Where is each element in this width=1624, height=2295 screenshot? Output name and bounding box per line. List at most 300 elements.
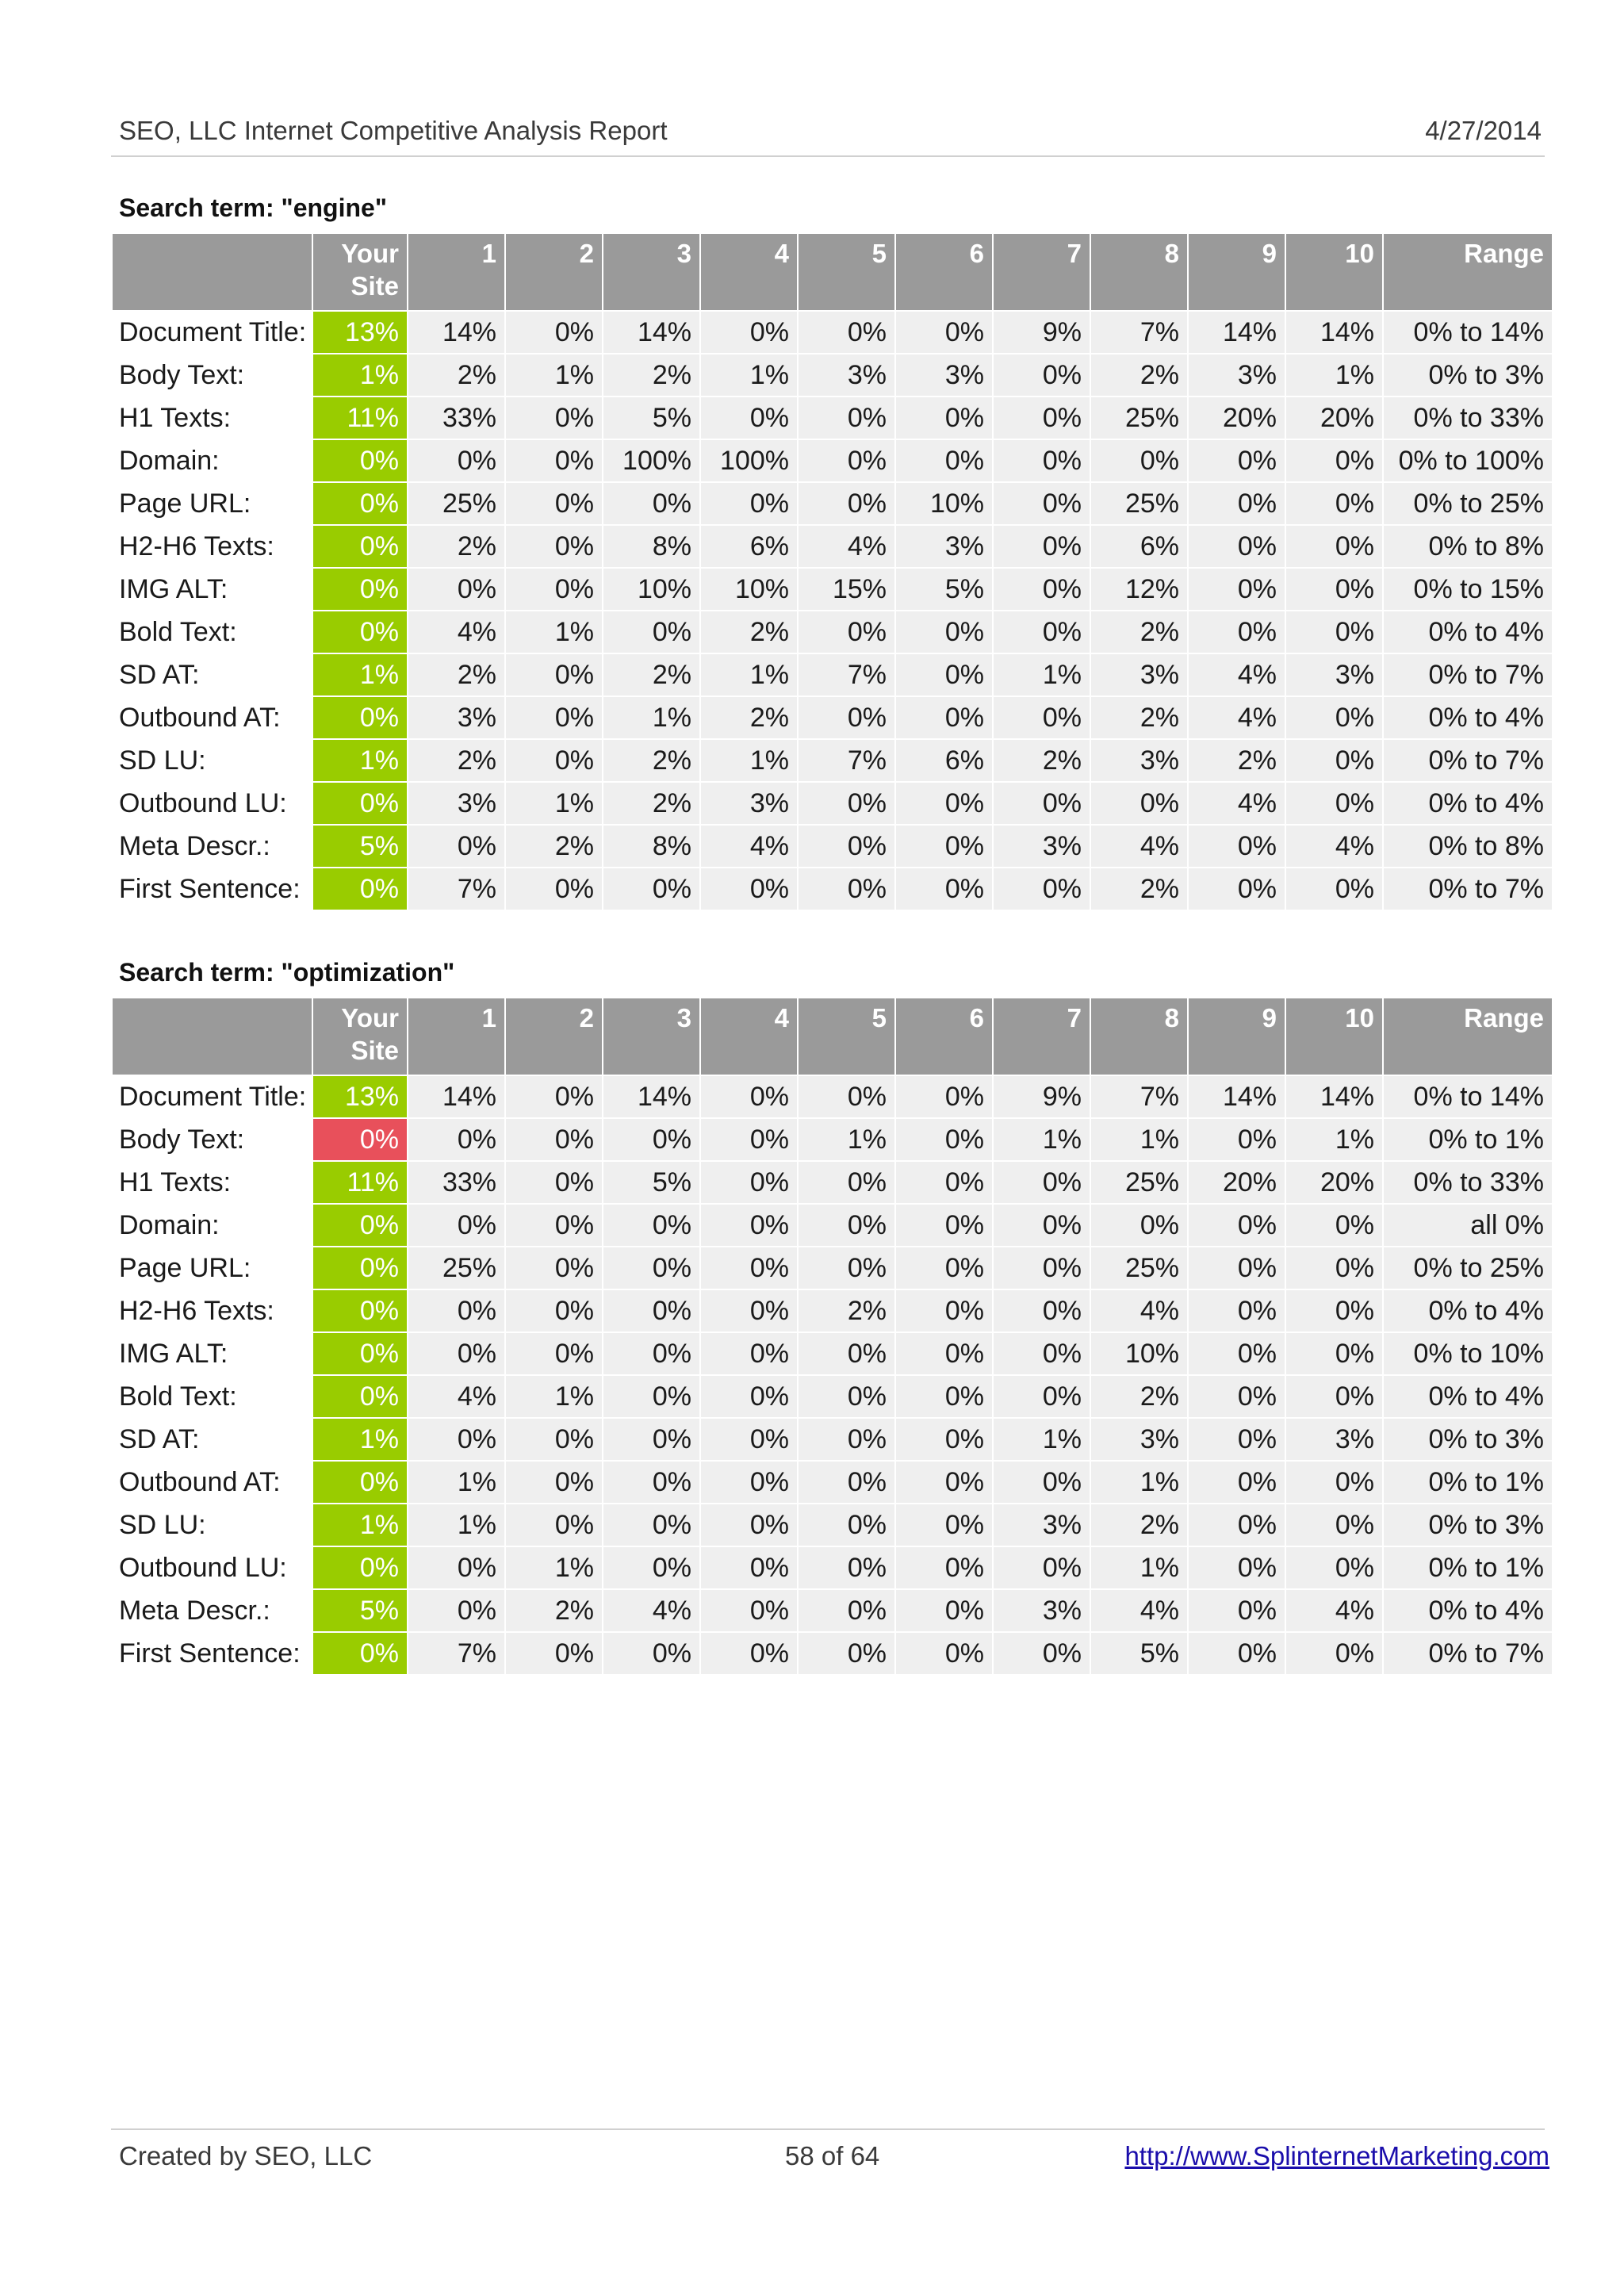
competitor-cell: 0% <box>506 697 602 738</box>
competitor-cell: 1% <box>994 1119 1090 1160</box>
competitor-cell: 2% <box>603 740 699 781</box>
your-site-cell: 1% <box>313 1504 407 1546</box>
row-label: Domain: <box>113 1205 312 1246</box>
row-label: Bold Text: <box>113 611 312 653</box>
header-blank-cell <box>113 998 312 1075</box>
competitor-cell: 0% <box>701 483 797 524</box>
column-header: 10 <box>1286 998 1382 1075</box>
row-label: Outbound LU: <box>113 783 312 824</box>
competitor-cell: 0% <box>799 1076 894 1117</box>
row-label: SD AT: <box>113 654 312 695</box>
competitor-cell: 20% <box>1286 397 1382 439</box>
range-cell: 0% to 33% <box>1384 1162 1552 1203</box>
column-header: Range <box>1384 998 1552 1075</box>
competitor-cell: 0% <box>603 1376 699 1417</box>
competitor-cell: 2% <box>799 1290 894 1331</box>
competitor-cell: 0% <box>799 826 894 867</box>
competitor-cell: 0% <box>994 1462 1090 1503</box>
competitor-cell: 4% <box>1091 1590 1187 1631</box>
competitor-cell: 1% <box>701 654 797 695</box>
competitor-cell: 0% <box>1286 526 1382 567</box>
competitor-cell: 0% <box>1189 826 1285 867</box>
competitor-cell: 0% <box>896 1290 992 1331</box>
competitor-cell: 0% <box>896 1633 992 1674</box>
competitor-cell: 0% <box>1091 440 1187 481</box>
competitor-cell: 0% <box>1286 1504 1382 1546</box>
competitor-cell: 1% <box>994 654 1090 695</box>
competitor-cell: 0% <box>1189 1547 1285 1588</box>
competitor-cell: 25% <box>1091 397 1187 439</box>
competitor-cell: 0% <box>799 1419 894 1460</box>
range-cell: 0% to 25% <box>1384 483 1552 524</box>
competitor-cell: 0% <box>408 1547 504 1588</box>
competitor-cell: 20% <box>1286 1162 1382 1203</box>
competitor-cell: 4% <box>1091 1290 1187 1331</box>
competitor-cell: 1% <box>701 740 797 781</box>
competitor-cell: 0% <box>701 1376 797 1417</box>
competitor-cell: 0% <box>896 440 992 481</box>
competitor-cell: 2% <box>408 354 504 396</box>
row-label: Meta Descr.: <box>113 826 312 867</box>
competitor-cell: 1% <box>1091 1547 1187 1588</box>
competitor-cell: 4% <box>1091 826 1187 867</box>
competitor-cell: 10% <box>603 569 699 610</box>
competitor-cell: 0% <box>994 569 1090 610</box>
competitor-cell: 0% <box>408 1333 504 1374</box>
competitor-cell: 0% <box>896 1504 992 1546</box>
competitor-cell: 0% <box>1189 483 1285 524</box>
competitor-cell: 0% <box>896 1462 992 1503</box>
table-row <box>113 1633 1552 1674</box>
competitor-cell: 1% <box>1091 1119 1187 1160</box>
table-row <box>113 1119 1552 1160</box>
column-header: 7 <box>994 998 1090 1075</box>
competitor-cell: 0% <box>799 1504 894 1546</box>
competitor-cell: 0% <box>799 1633 894 1674</box>
column-header: 7 <box>994 234 1090 310</box>
competitor-cell: 1% <box>506 1547 602 1588</box>
competitor-cell: 0% <box>799 1376 894 1417</box>
competitor-cell: 0% <box>506 569 602 610</box>
competitor-cell: 0% <box>1189 526 1285 567</box>
competitor-cell: 4% <box>701 826 797 867</box>
competitor-cell: 1% <box>408 1504 504 1546</box>
range-cell: 0% to 4% <box>1384 1590 1552 1631</box>
your-site-cell: 0% <box>313 569 407 610</box>
competitor-cell: 14% <box>1189 1076 1285 1117</box>
competitor-cell: 3% <box>896 354 992 396</box>
header-divider <box>111 155 1545 157</box>
competitor-cell: 10% <box>896 483 992 524</box>
row-label: First Sentence: <box>113 868 312 910</box>
competitor-cell: 10% <box>1091 1333 1187 1374</box>
your-site-cell: 0% <box>313 1633 407 1674</box>
range-cell: 0% to 3% <box>1384 1419 1552 1460</box>
competitor-cell: 2% <box>1091 697 1187 738</box>
competitor-cell: 0% <box>1286 783 1382 824</box>
competitor-cell: 0% <box>506 1462 602 1503</box>
row-label: Bold Text: <box>113 1376 312 1417</box>
range-cell: 0% to 3% <box>1384 354 1552 396</box>
range-cell: 0% to 33% <box>1384 397 1552 439</box>
competitor-cell: 0% <box>1286 1247 1382 1289</box>
competitor-cell: 3% <box>408 783 504 824</box>
table-row <box>113 654 1552 695</box>
table-row <box>113 1419 1552 1460</box>
competitor-cell: 2% <box>701 697 797 738</box>
competitor-cell: 0% <box>408 1419 504 1460</box>
your-site-cell: 0% <box>313 611 407 653</box>
competitor-cell: 0% <box>994 611 1090 653</box>
competitor-cell: 3% <box>1189 354 1285 396</box>
competitor-cell: 1% <box>1091 1462 1187 1503</box>
your-site-cell: 0% <box>313 1547 407 1588</box>
row-label: First Sentence: <box>113 1633 312 1674</box>
competitor-cell: 0% <box>1189 1462 1285 1503</box>
competitor-cell: 0% <box>603 1333 699 1374</box>
competitor-cell: 0% <box>506 1119 602 1160</box>
table-row <box>113 1247 1552 1289</box>
competitor-cell: 12% <box>1091 569 1187 610</box>
competitor-cell: 0% <box>994 1333 1090 1374</box>
column-header: 6 <box>896 998 992 1075</box>
competitor-cell: 7% <box>1091 312 1187 353</box>
competitor-cell: 14% <box>603 312 699 353</box>
your-site-cell: 0% <box>313 440 407 481</box>
competitor-cell: 0% <box>896 611 992 653</box>
competitor-cell: 4% <box>1189 783 1285 824</box>
competitor-cell: 0% <box>701 1162 797 1203</box>
table-row <box>113 526 1552 567</box>
column-header: Your Site <box>313 998 407 1075</box>
competitor-cell: 5% <box>603 397 699 439</box>
row-label: SD LU: <box>113 1504 312 1546</box>
competitor-cell: 0% <box>701 397 797 439</box>
competitor-cell: 0% <box>701 1590 797 1631</box>
range-cell: 0% to 7% <box>1384 1633 1552 1674</box>
competitor-cell: 0% <box>1189 1333 1285 1374</box>
your-site-cell: 5% <box>313 826 407 867</box>
range-cell: 0% to 8% <box>1384 526 1552 567</box>
table-row <box>113 354 1552 396</box>
competitor-cell: 0% <box>1189 1119 1285 1160</box>
table-row <box>113 1590 1552 1631</box>
competitor-cell: 0% <box>1189 1205 1285 1246</box>
competitor-cell: 1% <box>506 1376 602 1417</box>
competitor-cell: 15% <box>799 569 894 610</box>
competitor-cell: 0% <box>799 483 894 524</box>
your-site-cell: 0% <box>313 868 407 910</box>
competitor-cell: 4% <box>799 526 894 567</box>
your-site-cell: 11% <box>313 1162 407 1203</box>
competitor-cell: 3% <box>408 697 504 738</box>
competitor-cell: 0% <box>408 569 504 610</box>
competitor-cell: 0% <box>701 1633 797 1674</box>
competitor-cell: 0% <box>896 783 992 824</box>
competitor-cell: 0% <box>603 1205 699 1246</box>
competitor-cell: 0% <box>701 1504 797 1546</box>
range-cell: 0% to 15% <box>1384 569 1552 610</box>
competitor-cell: 0% <box>896 826 992 867</box>
your-site-cell: 0% <box>313 1119 407 1160</box>
range-cell: 0% to 7% <box>1384 740 1552 781</box>
competitor-cell: 3% <box>896 526 992 567</box>
report-date: 4/27/2014 <box>1425 116 1542 145</box>
competitor-cell: 0% <box>1286 1376 1382 1417</box>
footer-divider <box>111 2128 1545 2130</box>
competitor-cell: 4% <box>408 1376 504 1417</box>
your-site-cell: 5% <box>313 1590 407 1631</box>
competitor-cell: 0% <box>994 1247 1090 1289</box>
competitor-cell: 0% <box>506 1247 602 1289</box>
competitor-cell: 0% <box>994 1290 1090 1331</box>
column-header: 8 <box>1091 998 1187 1075</box>
competitor-cell: 0% <box>1189 569 1285 610</box>
competitor-cell: 10% <box>701 569 797 610</box>
table-row <box>113 1462 1552 1503</box>
engine-table <box>111 232 1553 911</box>
competitor-cell: 0% <box>506 1333 602 1374</box>
competitor-cell: 3% <box>994 826 1090 867</box>
competitor-cell: 0% <box>799 1547 894 1588</box>
competitor-cell: 0% <box>603 1290 699 1331</box>
competitor-cell: 0% <box>799 1247 894 1289</box>
competitor-cell: 0% <box>506 397 602 439</box>
range-cell: 0% to 4% <box>1384 697 1552 738</box>
your-site-cell: 0% <box>313 483 407 524</box>
your-site-cell: 0% <box>313 783 407 824</box>
competitor-cell: 14% <box>1286 312 1382 353</box>
competitor-cell: 0% <box>603 1462 699 1503</box>
competitor-cell: 0% <box>506 440 602 481</box>
competitor-cell: 25% <box>408 1247 504 1289</box>
competitor-cell: 0% <box>408 1205 504 1246</box>
competitor-cell: 0% <box>701 1333 797 1374</box>
your-site-cell: 0% <box>313 697 407 738</box>
table-row <box>113 569 1552 610</box>
page-header <box>119 116 1542 146</box>
column-header: 6 <box>896 234 992 310</box>
column-header: 4 <box>701 234 797 310</box>
row-label: SD AT: <box>113 1419 312 1460</box>
range-cell: 0% to 14% <box>1384 1076 1552 1117</box>
competitor-cell: 9% <box>994 312 1090 353</box>
competitor-cell: 6% <box>896 740 992 781</box>
competitor-cell: 0% <box>603 1247 699 1289</box>
row-label: Domain: <box>113 440 312 481</box>
row-label: Document Title: <box>113 1076 312 1117</box>
competitor-cell: 0% <box>799 440 894 481</box>
competitor-cell: 3% <box>1091 654 1187 695</box>
competitor-cell: 0% <box>1286 1290 1382 1331</box>
competitor-cell: 0% <box>506 1076 602 1117</box>
competitor-cell: 2% <box>408 526 504 567</box>
row-label: Outbound LU: <box>113 1547 312 1588</box>
column-header: 9 <box>1189 998 1285 1075</box>
range-cell: 0% to 7% <box>1384 654 1552 695</box>
row-label: Outbound AT: <box>113 1462 312 1503</box>
competitor-cell: 2% <box>994 740 1090 781</box>
competitor-cell: 4% <box>1286 826 1382 867</box>
competitor-cell: 0% <box>799 611 894 653</box>
competitor-cell: 0% <box>1091 783 1187 824</box>
competitor-cell: 0% <box>799 1590 894 1631</box>
competitor-cell: 0% <box>1189 1590 1285 1631</box>
competitor-cell: 0% <box>896 1419 992 1460</box>
your-site-cell: 13% <box>313 312 407 353</box>
competitor-cell: 7% <box>408 1633 504 1674</box>
competitor-cell: 0% <box>1286 1333 1382 1374</box>
competitor-cell: 0% <box>1189 1504 1285 1546</box>
competitor-cell: 2% <box>506 826 602 867</box>
column-header: 4 <box>701 998 797 1075</box>
competitor-cell: 0% <box>994 354 1090 396</box>
competitor-cell: 0% <box>799 697 894 738</box>
your-site-cell: 0% <box>313 1247 407 1289</box>
competitor-cell: 3% <box>1286 1419 1382 1460</box>
report-title: SEO, LLC Internet Competitive Analysis Report <box>119 116 668 145</box>
competitor-cell: 0% <box>701 868 797 910</box>
competitor-cell: 0% <box>701 1247 797 1289</box>
competitor-cell: 6% <box>1091 526 1187 567</box>
competitor-cell: 0% <box>408 1590 504 1631</box>
competitor-cell: 2% <box>603 783 699 824</box>
competitor-cell: 0% <box>506 1205 602 1246</box>
competitor-cell: 0% <box>506 1504 602 1546</box>
competitor-cell: 0% <box>701 1419 797 1460</box>
competitor-cell: 6% <box>701 526 797 567</box>
range-cell: all 0% <box>1384 1205 1552 1246</box>
competitor-cell: 0% <box>1286 1205 1382 1246</box>
competitor-cell: 0% <box>701 1547 797 1588</box>
competitor-cell: 7% <box>799 654 894 695</box>
range-cell: 0% to 100% <box>1384 440 1552 481</box>
competitor-cell: 25% <box>408 483 504 524</box>
competitor-cell: 20% <box>1189 1162 1285 1203</box>
competitor-cell: 1% <box>1286 354 1382 396</box>
competitor-cell: 0% <box>1189 1419 1285 1460</box>
competitor-cell: 0% <box>896 1119 992 1160</box>
competitor-cell: 1% <box>1286 1119 1382 1160</box>
competitor-cell: 3% <box>701 783 797 824</box>
table-row <box>113 312 1552 353</box>
competitor-cell: 0% <box>506 654 602 695</box>
competitor-cell: 33% <box>408 397 504 439</box>
competitor-cell: 1% <box>994 1419 1090 1460</box>
competitor-cell: 20% <box>1189 397 1285 439</box>
row-label: SD LU: <box>113 740 312 781</box>
range-cell: 0% to 1% <box>1384 1119 1552 1160</box>
table-row <box>113 1504 1552 1546</box>
competitor-cell: 14% <box>408 1076 504 1117</box>
competitor-cell: 0% <box>799 397 894 439</box>
competitor-cell: 8% <box>603 826 699 867</box>
competitor-cell: 0% <box>1091 1205 1187 1246</box>
competitor-cell: 0% <box>799 1462 894 1503</box>
competitor-cell: 0% <box>1189 611 1285 653</box>
competitor-cell: 0% <box>408 826 504 867</box>
competitor-cell: 0% <box>994 697 1090 738</box>
competitor-cell: 0% <box>1286 569 1382 610</box>
competitor-cell: 4% <box>1189 697 1285 738</box>
column-header: Your Site <box>313 234 407 310</box>
competitor-cell: 100% <box>701 440 797 481</box>
your-site-cell: 0% <box>313 1462 407 1503</box>
competitor-cell: 0% <box>1286 483 1382 524</box>
competitor-cell: 0% <box>896 1162 992 1203</box>
website-link[interactable]: http://www.SplinternetMarketing.com <box>1124 2141 1549 2170</box>
competitor-cell: 2% <box>408 740 504 781</box>
table-row <box>113 397 1552 439</box>
competitor-cell: 0% <box>896 697 992 738</box>
competitor-cell: 33% <box>408 1162 504 1203</box>
competitor-cell: 0% <box>994 868 1090 910</box>
your-site-cell: 1% <box>313 354 407 396</box>
your-site-cell: 0% <box>313 1376 407 1417</box>
table-row <box>113 868 1552 910</box>
competitor-cell: 0% <box>1189 868 1285 910</box>
competitor-cell: 0% <box>1286 611 1382 653</box>
competitor-cell: 2% <box>506 1590 602 1631</box>
competitor-cell: 0% <box>1286 440 1382 481</box>
competitor-cell: 3% <box>994 1504 1090 1546</box>
competitor-cell: 2% <box>603 654 699 695</box>
competitor-cell: 0% <box>896 868 992 910</box>
competitor-cell: 0% <box>1286 868 1382 910</box>
row-label: IMG ALT: <box>113 569 312 610</box>
competitor-cell: 0% <box>603 1504 699 1546</box>
optimization-table <box>111 997 1553 1676</box>
competitor-cell: 0% <box>1286 697 1382 738</box>
your-site-cell: 13% <box>313 1076 407 1117</box>
competitor-cell: 0% <box>994 783 1090 824</box>
competitor-cell: 0% <box>1189 1290 1285 1331</box>
column-header: 3 <box>603 998 699 1075</box>
competitor-cell: 8% <box>603 526 699 567</box>
competitor-cell: 2% <box>1091 611 1187 653</box>
column-header: 3 <box>603 234 699 310</box>
row-label: Page URL: <box>113 483 312 524</box>
section-title-engine: Search term: "engine" <box>119 193 387 222</box>
table-row <box>113 697 1552 738</box>
your-site-cell: 1% <box>313 1419 407 1460</box>
competitor-cell: 0% <box>603 611 699 653</box>
table-header-row <box>113 234 1552 310</box>
competitor-cell: 0% <box>799 783 894 824</box>
competitor-cell: 0% <box>896 1205 992 1246</box>
competitor-cell: 0% <box>1189 440 1285 481</box>
competitor-cell: 0% <box>896 312 992 353</box>
column-header: Range <box>1384 234 1552 310</box>
competitor-cell: 0% <box>1189 1376 1285 1417</box>
competitor-cell: 0% <box>896 1590 992 1631</box>
page-number: 58 of 64 <box>785 2141 880 2170</box>
competitor-cell: 1% <box>506 354 602 396</box>
competitor-cell: 0% <box>896 654 992 695</box>
competitor-cell: 3% <box>994 1590 1090 1631</box>
competitor-cell: 4% <box>1286 1590 1382 1631</box>
competitor-cell: 0% <box>994 397 1090 439</box>
table-row <box>113 783 1552 824</box>
row-label: Meta Descr.: <box>113 1590 312 1631</box>
competitor-cell: 0% <box>506 312 602 353</box>
competitor-cell: 5% <box>603 1162 699 1203</box>
competitor-cell: 0% <box>408 1119 504 1160</box>
competitor-cell: 0% <box>506 868 602 910</box>
column-header: 5 <box>799 998 894 1075</box>
table-row <box>113 440 1552 481</box>
competitor-cell: 0% <box>994 440 1090 481</box>
